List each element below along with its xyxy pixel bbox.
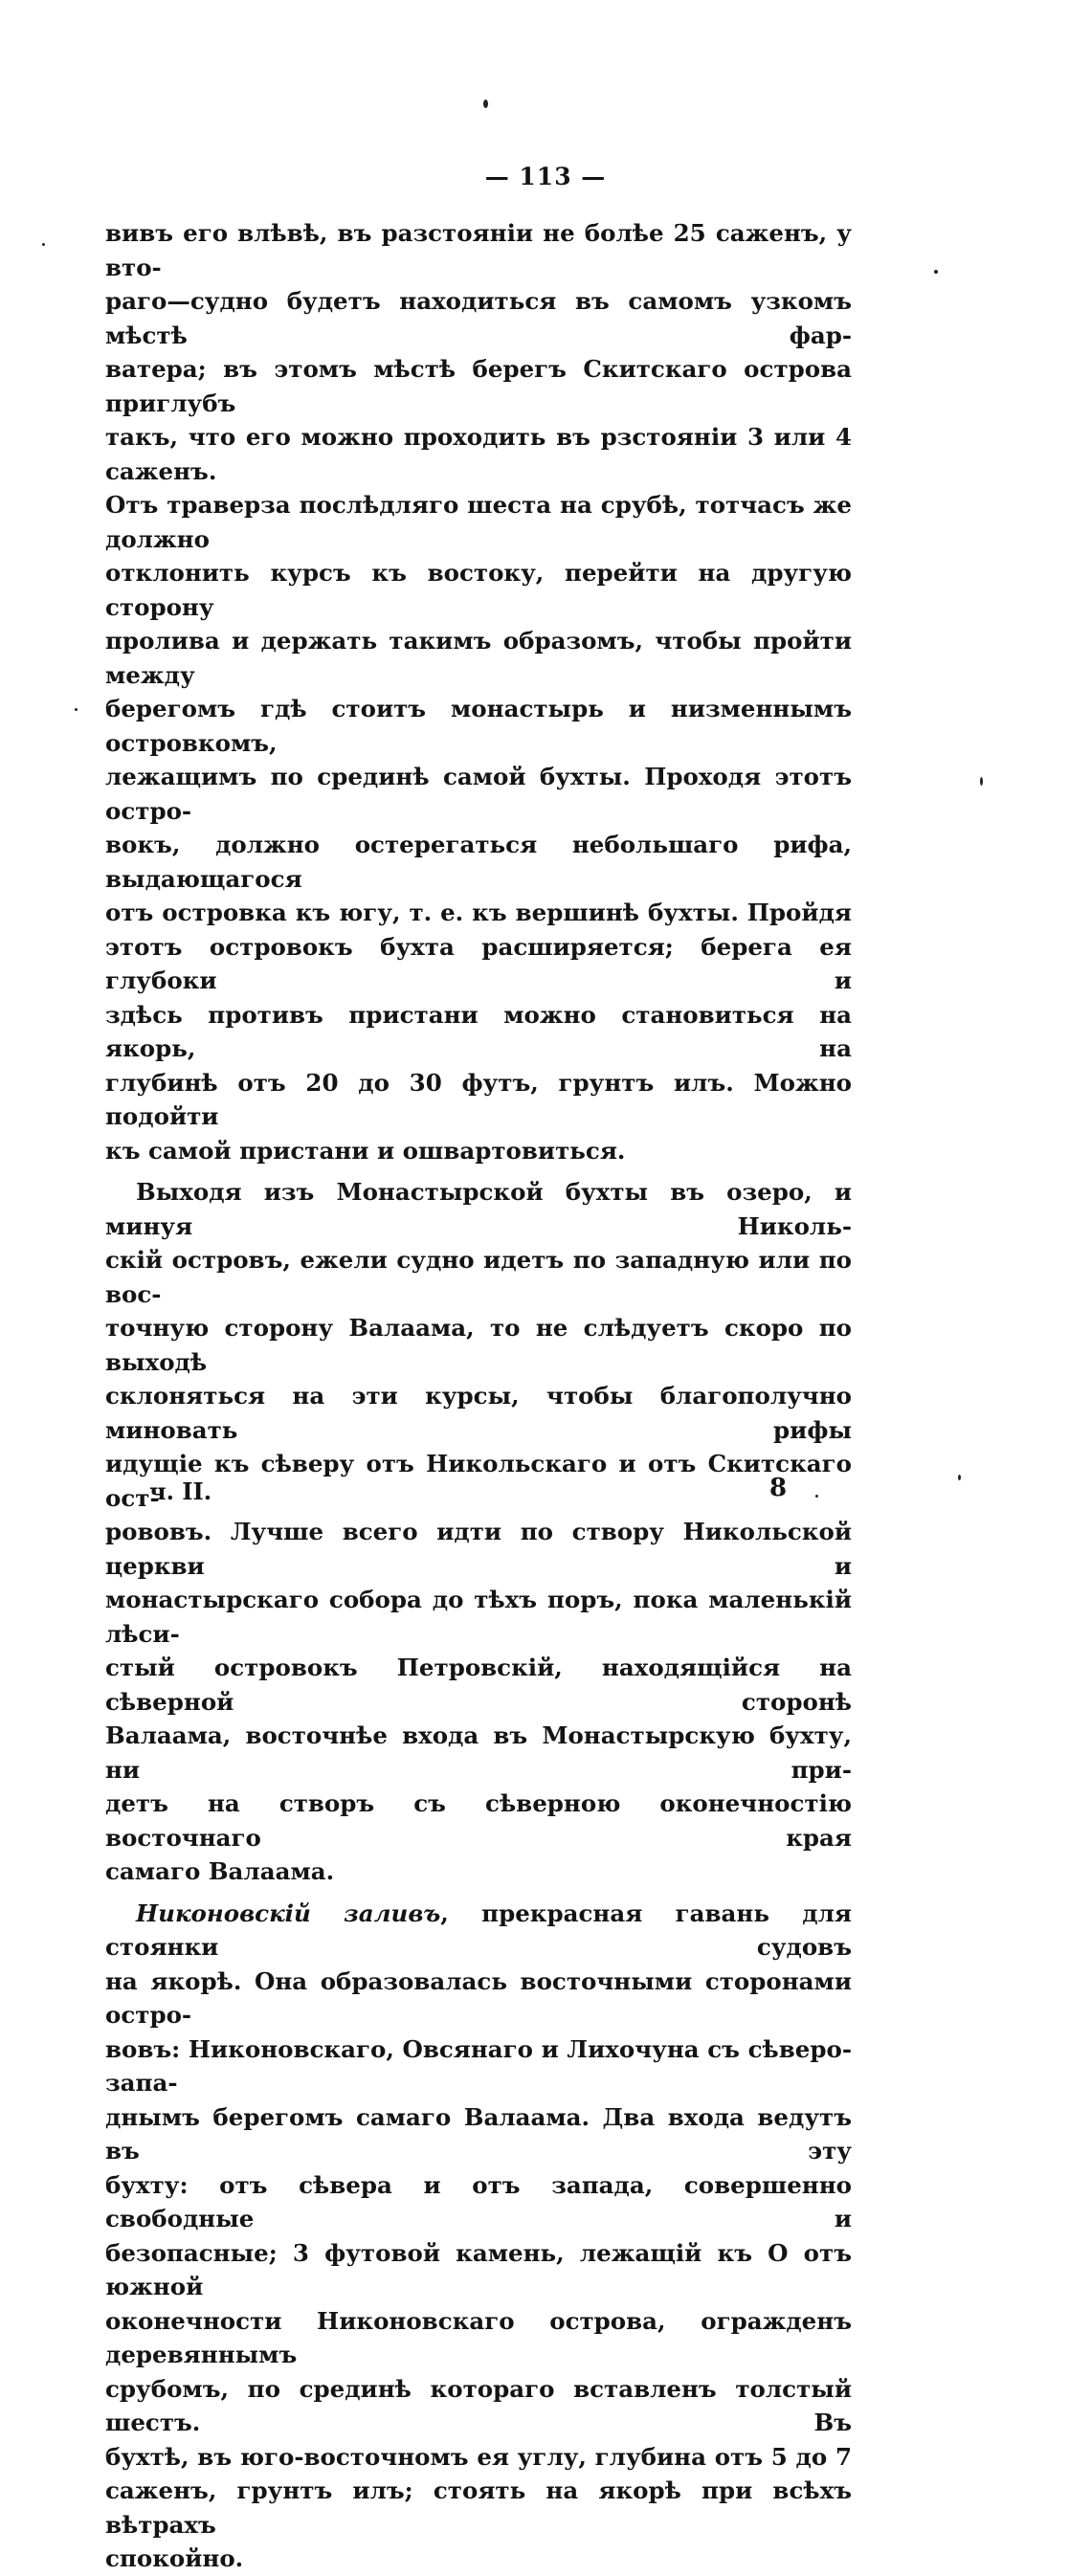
print-speck xyxy=(75,708,78,711)
text-line: оконечности Никоновскаго острова, огражденъ деревяннымъ xyxy=(105,2306,852,2368)
print-speck xyxy=(958,1475,961,1480)
text-line: здѣсь противъ пристани можно становиться на якорь, на xyxy=(105,1000,852,1062)
text-line: детъ на створъ съ сѣверною оконечностію восточнаго края xyxy=(105,1789,852,1852)
body-text xyxy=(105,216,852,2576)
text-line: Отъ траверза послѣдляго шеста на срубѣ, тотчасъ же должно xyxy=(105,491,852,553)
text-line: Выходя изъ Монастырской бухты въ озеро, и минуя Николь- xyxy=(105,1178,852,1240)
page-number-header: — 113 — xyxy=(484,163,607,190)
text-line-rest: , прекрасная гавань для стоянки судовъ xyxy=(105,1899,853,1961)
text-line: точную сторону Валаама, то не слѣдуетъ скоро по выходѣ xyxy=(105,1314,852,1376)
text-line: самаго Валаама. xyxy=(105,1857,335,1885)
text-line: на якорѣ. Она образовалась восточными сторонами остро- xyxy=(105,1966,852,2029)
text-line: бухтѣ, въ юго-восточномъ ея углу, глубина отъ 5 до 7 xyxy=(105,2442,852,2471)
text-line: скій островъ, ежели судно идетъ по западную или по вос- xyxy=(105,1246,852,1308)
paragraph-3 xyxy=(105,1897,852,2576)
text-line: днымъ берегомъ самаго Валаама. Два входа ведутъ въ эту xyxy=(105,2102,852,2165)
text-line: вовъ: Никоновскаго, Овсянаго и Лихочуна съ сѣверо-запа- xyxy=(105,2034,852,2097)
text-line: монастырскаго собора до тѣхъ поръ, пока маленькій лѣси- xyxy=(105,1586,852,1648)
text-line: вивъ его влѣвѣ, въ разстояніи не болѣе 25 саженъ, у вто- xyxy=(105,219,852,281)
text-line: отклонить курсъ къ востоку, перейти на другую сторону xyxy=(105,559,852,621)
print-speck xyxy=(483,100,488,108)
paragraph-1 xyxy=(105,216,852,1167)
text-line: Валаама, восточнѣе входа въ Монастырскую бухту, ни при- xyxy=(105,1721,852,1784)
text-line: пролива и держать такимъ образомъ, чтобы пройти между xyxy=(105,627,852,689)
text-line: раго—судно будетъ находиться въ самомъ узкомъ мѣстѣ фар- xyxy=(105,287,852,349)
text-line: рововъ. Лучше всего идти по створу Никольской церкви и xyxy=(105,1518,852,1580)
text-line: къ самой пристани и ошвартовиться. xyxy=(105,1136,626,1165)
print-speck xyxy=(42,243,45,246)
print-speck xyxy=(934,270,938,274)
text-line: этотъ островокъ бухта расширяется; берега ея глубоки и xyxy=(105,932,852,994)
text-line: такъ, что его можно проходить въ рзстояніи 3 или 4 саженъ. xyxy=(105,423,852,485)
text-line: берегомъ гдѣ стоитъ монастырь и низменнымъ островкомъ, xyxy=(105,695,852,757)
text-line: безопасные; 3 футовой камень, лежащій къ О отъ южной xyxy=(105,2238,852,2300)
text-line: бухту: отъ сѣвера и отъ запада, совершенно свободные и xyxy=(105,2170,852,2232)
text-line xyxy=(105,1897,852,1965)
text-line: спокойно. xyxy=(105,2544,244,2572)
text-line: ватера; въ этомъ мѣстѣ берегъ Скитскаго острова приглубъ xyxy=(105,355,852,417)
text-line: склоняться на эти курсы, чтобы благополучно миновать рифы xyxy=(105,1382,852,1444)
sheet-number: 8 xyxy=(769,1474,788,1502)
text-line: отъ островка къ югу, т. е. къ вершинѣ бухты. Пройдя xyxy=(105,899,852,926)
text-line: глубинѣ отъ 20 до 30 футъ, грунтъ илъ. Можно подойти xyxy=(105,1068,852,1130)
text-line: идущіе къ сѣверу отъ Никольскаго и отъ Скитскаго ост- xyxy=(105,1450,852,1512)
text-line: лежащимъ по срединѣ самой бухты. Проходя этотъ остро- xyxy=(105,763,852,825)
text-line: вокъ, должно остерегаться небольшаго рифа, выдающагося xyxy=(105,831,852,893)
print-speck xyxy=(980,777,983,786)
paragraph-2 xyxy=(105,1175,852,1889)
signature-mark: ч. II. xyxy=(149,1477,212,1505)
text-line: срубомъ, по срединѣ котораго вставленъ толстый шестъ. Въ xyxy=(105,2374,852,2436)
text-line: саженъ, грунтъ илъ; стоять на якорѣ при всѣхъ вѣтрахъ xyxy=(105,2476,852,2539)
italic-place-name: Никоновскій заливъ xyxy=(136,1899,441,1927)
text-line: стый островокъ Петровскій, находящійся на сѣверной сторонѣ xyxy=(105,1654,852,1716)
